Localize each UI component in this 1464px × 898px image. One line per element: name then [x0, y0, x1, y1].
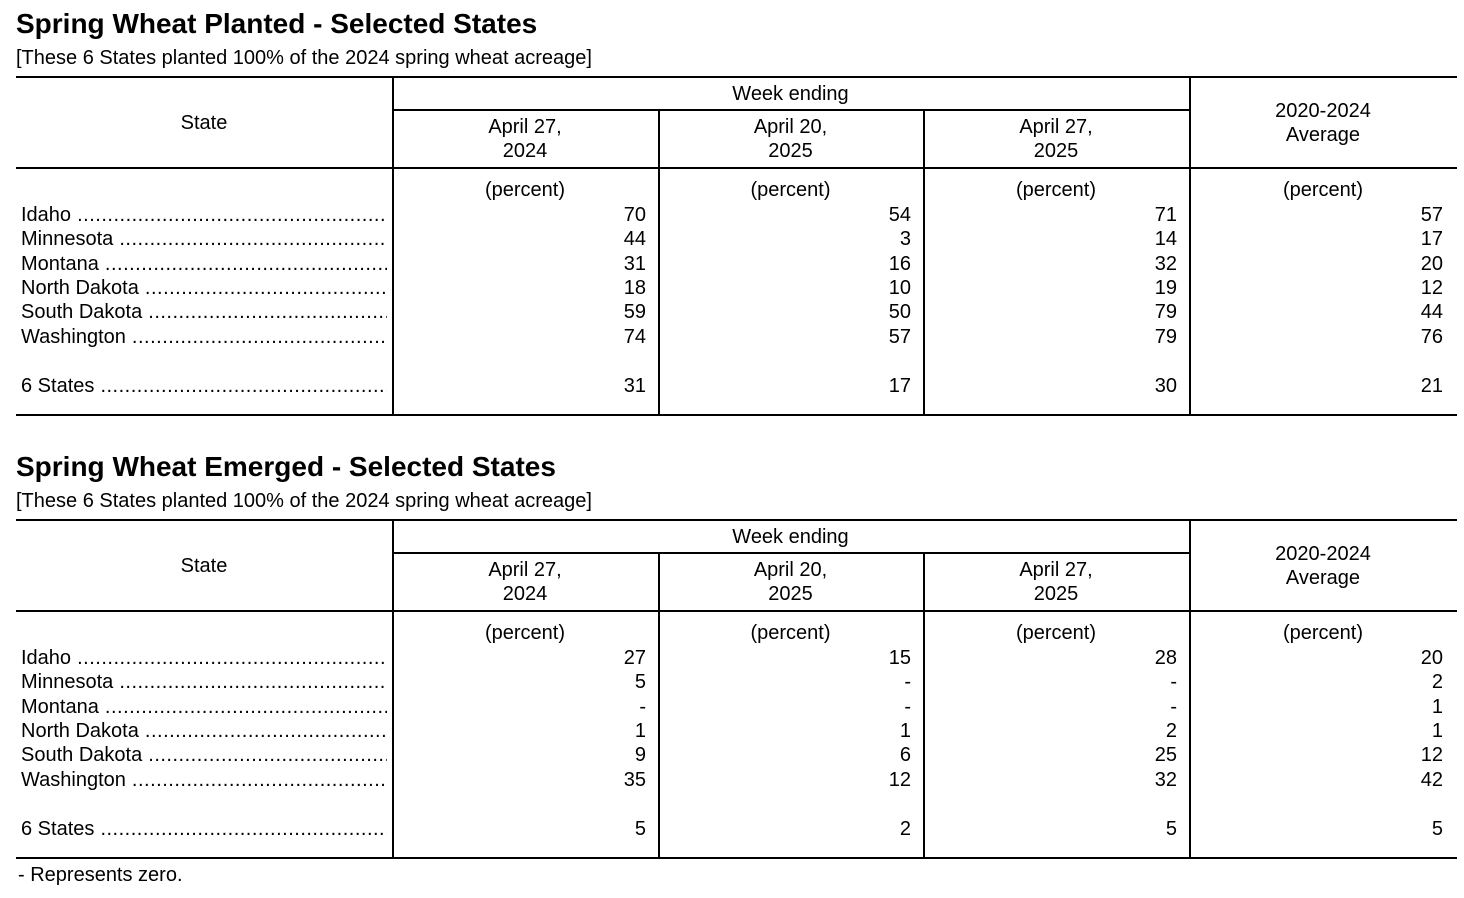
state-label: Montana .....	[21, 252, 387, 276]
week-ending-header: Week ending	[732, 83, 849, 105]
column-header-line1: April 27,	[488, 116, 562, 138]
unit-label: (percent)	[1282, 179, 1364, 201]
unit-label: (percent)	[484, 622, 566, 644]
column-header-line2: 2025	[768, 583, 813, 605]
column-header-line2: Average	[1285, 124, 1361, 146]
table-cell: -	[904, 671, 911, 693]
state-label: Washington .....	[21, 768, 387, 792]
table-bottom-rule	[16, 414, 1457, 416]
column-header-line1: 2020-2024	[1275, 100, 1371, 122]
table-cell: -	[1170, 696, 1177, 718]
table-cell: 42	[1420, 769, 1443, 791]
table-cell: 1	[634, 720, 646, 742]
column-header-line2: 2024	[502, 140, 548, 162]
table-cell: 70	[623, 204, 646, 226]
column-header-line1: April 27,	[1019, 559, 1093, 581]
table-cell: 25	[1154, 744, 1177, 766]
state-label: Idaho .....	[21, 203, 387, 227]
column-header-line2: 2025	[1033, 583, 1079, 605]
table-cell: 10	[888, 277, 911, 299]
table-cell: 12	[1420, 744, 1443, 766]
total-cell: 17	[888, 375, 911, 397]
table-cell: 54	[888, 204, 911, 226]
table-cell: 1	[1431, 696, 1443, 718]
week-ending-rule	[392, 552, 1189, 554]
table-cell: -	[1170, 671, 1177, 693]
table-cell: -	[639, 696, 646, 718]
total-cell: 5	[634, 818, 646, 840]
table-title: Spring Wheat Emerged - Selected States	[16, 451, 556, 482]
state-label: Minnesota .....	[21, 670, 387, 694]
table-bottom-rule	[16, 857, 1457, 859]
column-header-line2: 2025	[768, 140, 813, 162]
table-cell: 2	[1431, 671, 1443, 693]
table-cell: 19	[1154, 277, 1177, 299]
column-header-line1: April 27,	[1019, 116, 1093, 138]
table-cell: 76	[1420, 326, 1443, 348]
table-cell: 35	[623, 769, 646, 791]
state-label: Idaho .....	[21, 646, 387, 670]
table-cell: 9	[634, 744, 646, 766]
header-bottom-rule	[16, 167, 1457, 169]
table-cell: 12	[888, 769, 911, 791]
week-ending-rule	[392, 109, 1189, 111]
table-cell: 79	[1154, 326, 1177, 348]
table-cell: 57	[888, 326, 911, 348]
total-cell: 5	[1165, 818, 1177, 840]
table-cell: 74	[623, 326, 646, 348]
table-title: Spring Wheat Planted - Selected States	[16, 8, 538, 39]
table-cell: 6	[899, 744, 911, 766]
state-label: Montana .....	[21, 695, 387, 719]
total-cell: 21	[1420, 375, 1443, 397]
data-table	[16, 69, 1457, 409]
header-bottom-rule	[16, 610, 1457, 612]
column-header-line1: April 27,	[488, 559, 562, 581]
table-cell: -	[904, 696, 911, 718]
total-cell: 30	[1154, 375, 1177, 397]
column-header-line2: Average	[1285, 567, 1361, 589]
table-cell: 28	[1154, 647, 1177, 669]
table-cell: 50	[888, 301, 911, 323]
state-label: Washington .....	[21, 325, 387, 349]
column-header-line1: April 20,	[753, 559, 828, 581]
table-cell: 3	[899, 228, 911, 250]
state-header: State	[180, 112, 228, 134]
column-header-line1: April 20,	[753, 116, 828, 138]
column-header-line2: 2024	[502, 583, 548, 605]
table-cell: 15	[888, 647, 911, 669]
table-cell: 59	[623, 301, 646, 323]
week-ending-header: Week ending	[732, 526, 849, 548]
table-cell: 79	[1154, 301, 1177, 323]
table-subtitle: [These 6 States planted 100% of the 2024 spring wheat acreage]	[16, 490, 592, 512]
state-label: South Dakota .....	[21, 300, 387, 324]
unit-label: (percent)	[1015, 622, 1097, 644]
state-label: South Dakota .....	[21, 743, 387, 767]
table-cell: 57	[1420, 204, 1443, 226]
state-label: North Dakota .....	[21, 276, 387, 300]
table-top-rule	[16, 519, 1457, 521]
state-header: State	[180, 555, 228, 577]
total-label: 6 States .....	[21, 374, 387, 398]
table-cell: 14	[1154, 228, 1177, 250]
unit-label: (percent)	[484, 179, 566, 201]
table-cell: 12	[1420, 277, 1443, 299]
column-header-line1: 2020-2024	[1275, 543, 1371, 565]
table-cell: 44	[1420, 301, 1443, 323]
total-cell: 5	[1431, 818, 1443, 840]
table-cell: 20	[1420, 253, 1443, 275]
table-subtitle: [These 6 States planted 100% of the 2024 spring wheat acreage]	[16, 47, 592, 69]
total-cell: 31	[623, 375, 646, 397]
unit-label: (percent)	[1282, 622, 1364, 644]
table-cell: 44	[623, 228, 646, 250]
total-label: 6 States .....	[21, 817, 387, 841]
table-cell: 32	[1154, 253, 1177, 275]
table-cell: 1	[899, 720, 911, 742]
table-cell: 17	[1420, 228, 1443, 250]
table-cell: 71	[1154, 204, 1177, 226]
table-cell: 18	[623, 277, 646, 299]
unit-label: (percent)	[1015, 179, 1097, 201]
table-cell: 1	[1431, 720, 1443, 742]
state-label: North Dakota .....	[21, 719, 387, 743]
table-top-rule	[16, 76, 1457, 78]
state-label: Minnesota .....	[21, 227, 387, 251]
table-cell: 31	[623, 253, 646, 275]
unit-label: (percent)	[750, 179, 831, 201]
table-cell: 32	[1154, 769, 1177, 791]
total-cell: 2	[899, 818, 911, 840]
column-header-line2: 2025	[1033, 140, 1079, 162]
table-cell: 5	[634, 671, 646, 693]
footnote: - Represents zero.	[18, 864, 183, 886]
table-cell: 20	[1420, 647, 1443, 669]
unit-label: (percent)	[750, 622, 831, 644]
table-cell: 16	[888, 253, 911, 275]
data-table	[16, 512, 1457, 852]
table-cell: 27	[623, 647, 646, 669]
table-cell: 2	[1165, 720, 1177, 742]
